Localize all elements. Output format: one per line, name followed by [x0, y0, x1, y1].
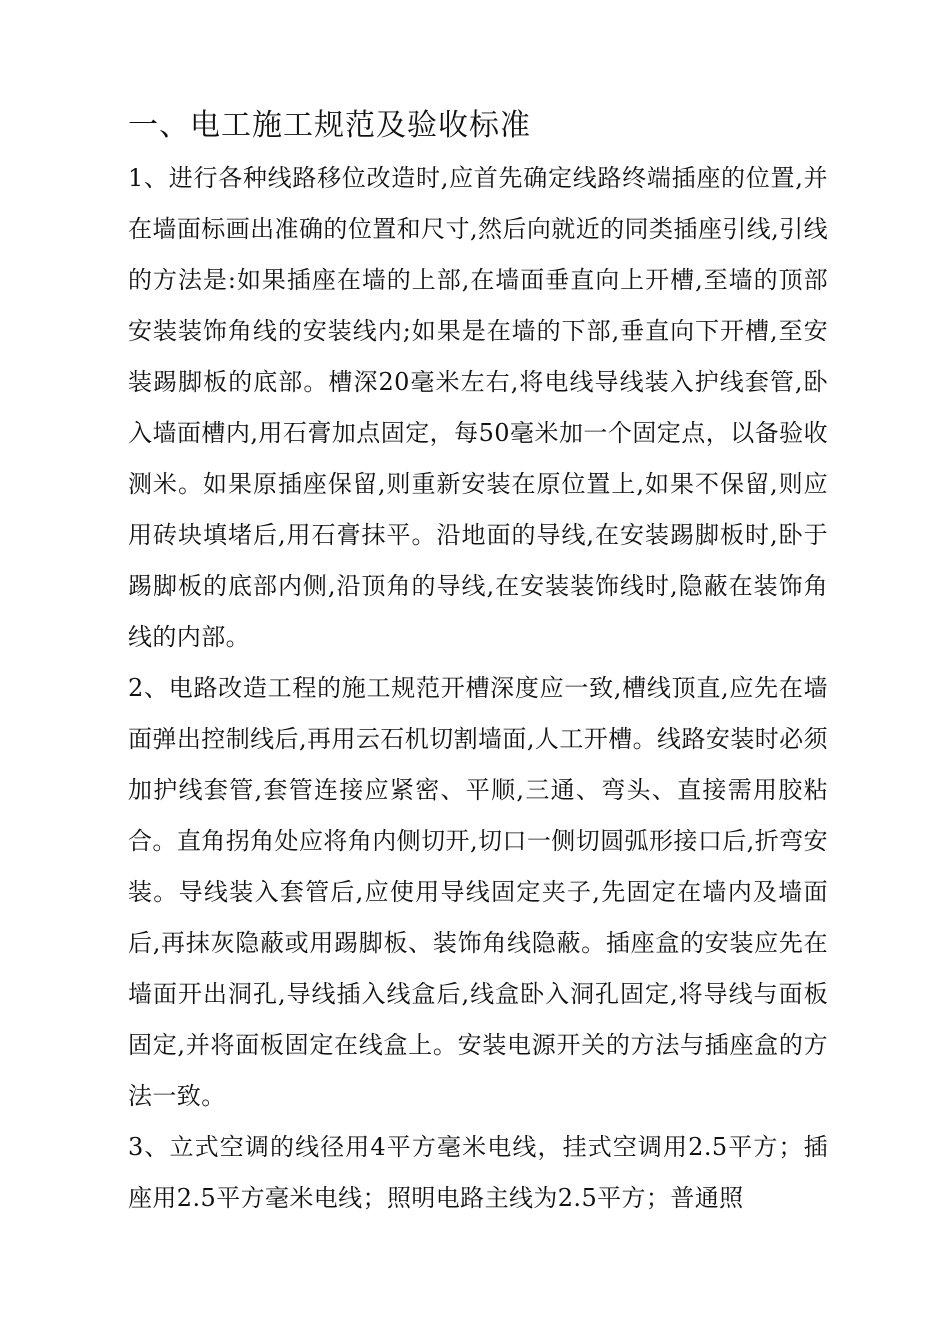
paragraph-1: 1、进行各种线路移位改造时,应首先确定线路终端插座的位置,并在墙面标画出准确的位置和尺寸,然后向就近的同类插座引线,引线的方法是:如果插座在墙的上部,在墙面垂直向上开槽,至墙的顶部安装装饰角线的安装线内;如果是在墙的下部,垂直向下开槽,至安装踢脚板的底部。槽深20毫米左右,将电线导线装入护线套管,卧入墙面槽内,用石膏加点固定，每50毫米加一个固定点，以备验收测米。如果原插座保留,则重新安装在原位置上,如果不保留,则应用砖块填堵后,用石膏抹平。沿地面的导线,在安装踢脚板时,卧于踢脚板的底部内侧,沿顶角的导线,在安装装饰线时,隐蔽在装饰角线的内部。	[128, 164, 828, 651]
paragraph-3: 3、立式空调的线径用4平方毫米电线，挂式空调用2.5平方；插座用2.5平方毫米电线；照明电路主线为2.5平方；普通照	[128, 1133, 828, 1212]
paragraph-2: 2、电路改造工程的施工规范开槽深度应一致,槽线顶直,应先在墙面弹出控制线后,再用云石机切割墙面,人工开槽。线路安装时必须加护线套管,套管连接应紧密、平顺,三通、弯头、直接需用胶粘合。直角拐角处应将角内侧切开,切口一侧切圆弧形接口后,折弯安装。导线装入套管后,应使用导线固定夹子,先固定在墙内及墙面后,再抹灰隐蔽或用踢脚板、装饰角线隐蔽。插座盒的安装应先在墙面开出洞孔,导线插入线盒后,线盒卧入洞孔固定,将导线与面板固定,并将面板固定在线盒上。安装电源开关的方法与插座盒的方法一致。	[128, 674, 828, 1110]
section-heading: 一、电工施工规范及验收标准	[128, 108, 531, 143]
document-body	[128, 104, 828, 1224]
